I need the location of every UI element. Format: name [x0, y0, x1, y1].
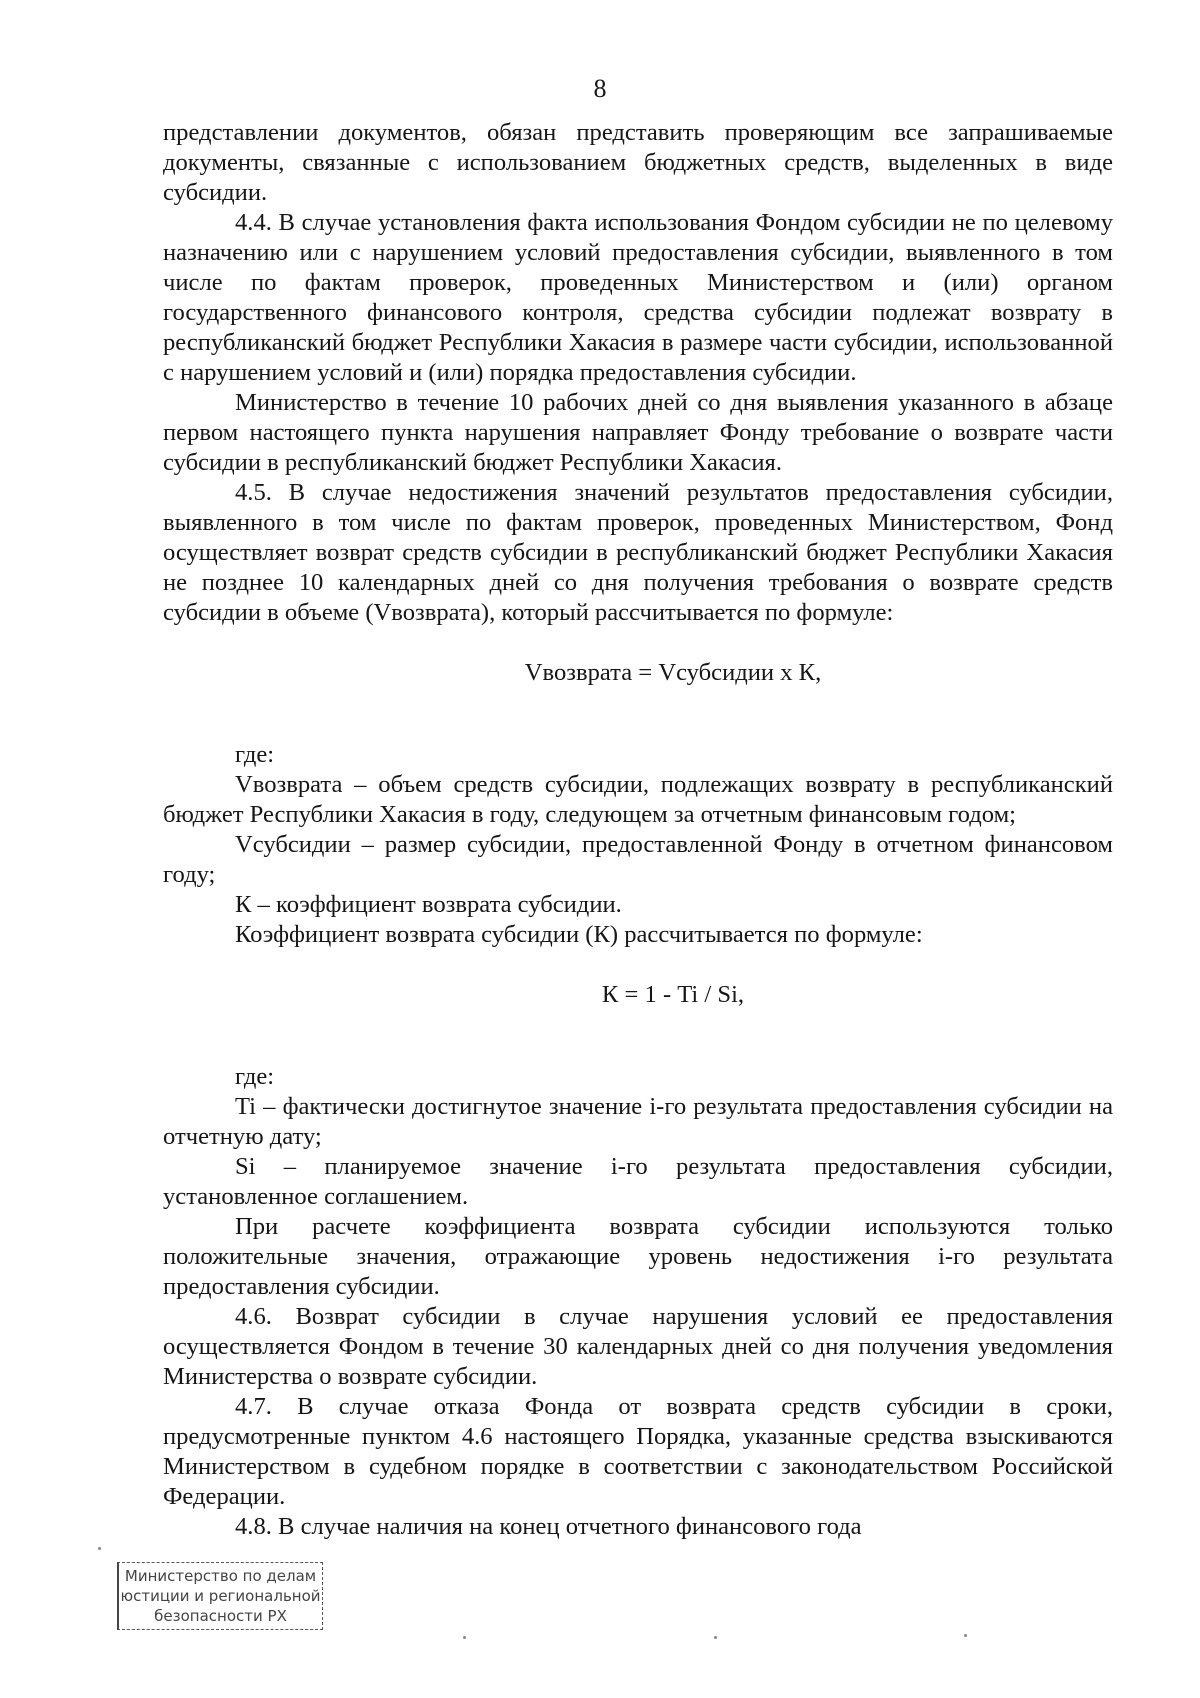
where-label: где:: [235, 741, 275, 768]
scan-speck: [463, 1636, 466, 1639]
paragraph-4-5: 4.5. В случае недостижения значений результатов предоставления субсидии, выявленного в том числе по фактам проверок, проведенных Министерством, Фонд осуществляет возврат средств субсидии в республиканский бюджет Республики Хакасия не позднее 10 календарных дней со дня получения требования о возврате средств субсидии в объеме (Vвозврата), который рассчитывается по формуле:: [163, 479, 1113, 626]
stamp-line-2: юстиции и региональной: [120, 1587, 321, 1605]
page-number: 8: [593, 74, 607, 103]
paragraph-4-6: 4.6. Возврат субсидии в случае нарушения условий ее предоставления осуществляется Фондом в течение 30 календарных дней со дня получения уведомления Министерства о возврате субсидии.: [163, 1303, 1113, 1390]
paragraph-4-7: 4.7. В случае отказа Фонда от возврата средств субсидии в сроки, предусмотренные пунктом 4.6 настоящего Порядка, указанные средства взыскиваются Министерством в судебном порядке в соответствии с законодательством Российской Федерации.: [163, 1393, 1113, 1510]
paragraph-4-4: 4.4. В случае установления факта использования Фондом субсидии не по целевому назначению или с нарушением условий предоставления субсидии, выявленного в том числе по фактам проверок, проведенных Министерством и (или) органом государственного финансового контроля, средства субсидии подлежат возврату в республиканский бюджет Республики Хакасия в размере части субсидии, использованной с нарушением условий и (или) порядка предоставления субсидии.: [163, 209, 1113, 386]
stamp-line-3: безопасности РХ: [154, 1607, 287, 1625]
definition-k: К – коэффициент возврата субсидии.: [235, 891, 622, 918]
definition-v-subsidy: Vсубсидии – размер субсидии, предоставленной Фонду в отчетном финансовом году;: [163, 831, 1113, 888]
paragraph-continuation: представлении документов, обязан представить проверяющим все запрашиваемые документы, связанные с использованием бюджетных средств, выделенных в виде субсидии.: [163, 119, 1113, 206]
paragraph-k-formula-intro: Коэффициент возврата субсидии (К) рассчитывается по формуле:: [235, 921, 923, 948]
definition-v-return: Vвозврата – объем средств субсидии, подлежащих возврату в республиканский бюджет Республики Хакасия в году, следующем за отчетным финансовым годом;: [163, 771, 1113, 828]
scan-speck: [964, 1634, 967, 1637]
where-label: где:: [235, 1063, 275, 1090]
formula-v-return: Vвозврата = Vсубсидии x К,: [524, 659, 822, 686]
definition-ti: Ti – фактически достигнутое значение i-го результата предоставления субсидии на отчетную дату;: [163, 1093, 1113, 1150]
scan-speck: [98, 1547, 101, 1550]
paragraph-4-8: 4.8. В случае наличия на конец отчетного финансового года: [235, 1513, 862, 1540]
document-body: [163, 118, 1113, 1542]
paragraph-ministry-notice: Министерство в течение 10 рабочих дней со дня выявления указанного в абзаце первом настоящего пункта нарушения направляет Фонду требование о возврате части субсидии в республиканский бюджет Республики Хакасия.: [163, 389, 1113, 476]
definition-si: Si – планируемое значение i-го результата предоставления субсидии, установленное соглашением.: [163, 1153, 1113, 1210]
stamp-line-1: Министерство по делам: [124, 1567, 317, 1585]
formula-k-coef: К = 1 - Ti / Si,: [601, 981, 745, 1008]
ministry-stamp: [117, 1562, 323, 1630]
paragraph-positive-values: При расчете коэффициента возврата субсидии используются только положительные значения, отражающие уровень недостижения i-го результата предоставления субсидии.: [163, 1213, 1113, 1300]
scan-speck: [714, 1636, 717, 1639]
